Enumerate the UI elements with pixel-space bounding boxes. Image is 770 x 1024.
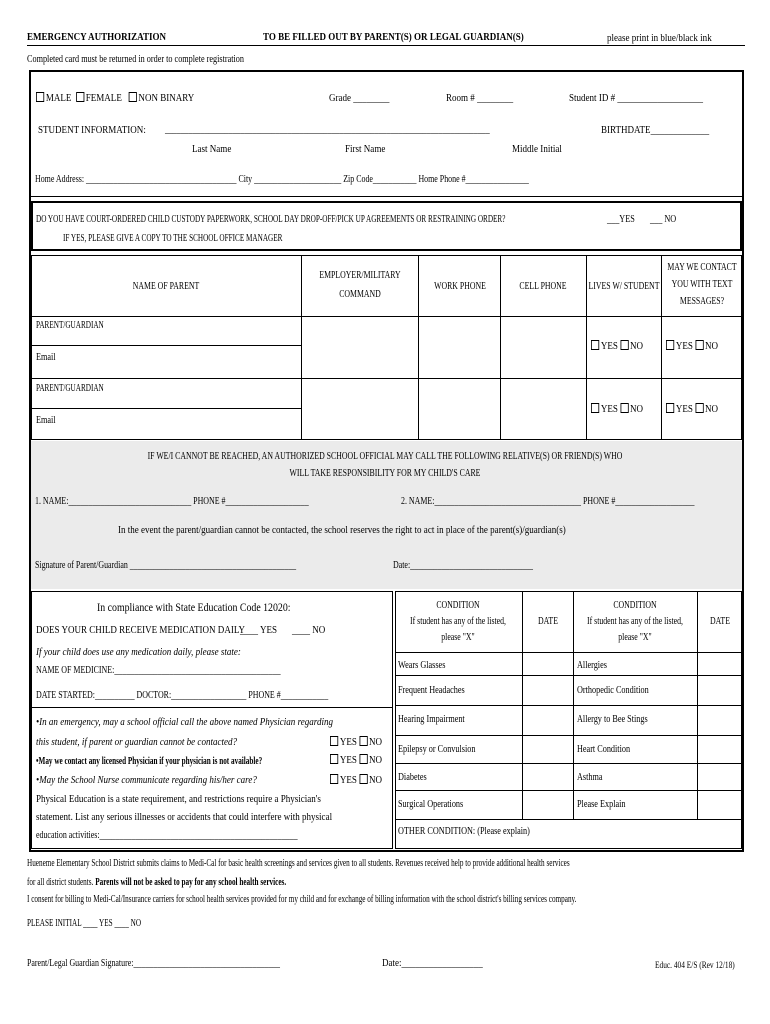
medication-yes[interactable]: ____ YES xyxy=(240,624,278,636)
medicine-name-field[interactable]: NAME OF MEDICINE:__________________________________________ xyxy=(36,664,281,676)
condition-subheader-2: please "X" xyxy=(441,632,475,643)
condition-header: CONDITION xyxy=(436,600,480,611)
medication-heading: In compliance with State Education Code 12020: xyxy=(97,600,291,614)
nonbinary-checkbox[interactable] xyxy=(129,92,137,102)
home-address-field[interactable]: Home Address: ______________________________________ City ______________________ Zip Code___________ Home Phone #________________ xyxy=(35,173,529,185)
emergency-heading: IF WE/I CANNOT BE REACHED, AN AUTHORIZED SCHOOL OFFICIAL MAY CALL THE FOLLOWING RELATIVE(S) OR FRIEND(S) WHO xyxy=(147,451,623,462)
signature-date-field[interactable]: Date:__________________ xyxy=(382,957,483,969)
male-label: MALE xyxy=(45,92,72,104)
first-name-label: First Name xyxy=(345,143,386,155)
physician-question-2: •May we contact any licensed Physician if your physician is not available? xyxy=(36,756,263,767)
ink-note: please print in blue/black ink xyxy=(607,32,712,44)
female-label: FEMALE xyxy=(85,92,122,104)
physician-q1-options[interactable]: YES NO xyxy=(330,736,382,748)
divider xyxy=(31,196,744,197)
header-text-contact-3: MESSAGES? xyxy=(679,296,725,307)
doctor-field[interactable]: DATE STARTED:__________ DOCTOR:___________________ PHONE #____________ xyxy=(36,689,329,701)
emergency-date[interactable]: Date:_______________________________ xyxy=(393,559,533,571)
guardian-signature-field[interactable]: Parent/Legal Guardian Signature:_____________________________________ xyxy=(27,957,280,969)
custody-no[interactable]: ___ NO xyxy=(650,214,677,225)
condition-item: Please Explain xyxy=(577,799,626,810)
form-subtitle: TO BE FILLED OUT BY PARENT(S) OR LEGAL GUARDIAN(S) xyxy=(263,31,524,43)
header-lives-with: LIVES W/ STUDENT xyxy=(588,281,660,292)
room-field[interactable]: Room # ________ xyxy=(446,92,514,104)
emergency-heading-2: WILL TAKE RESPONSIBILITY FOR MY CHILD'S CARE xyxy=(289,468,481,479)
custody-question: DO YOU HAVE COURT-ORDERED CHILD CUSTODY PAPERWORK, SCHOOL DAY DROP-OFF/PICK UP AGREEMENTS OR RESTRAINING ORDER? xyxy=(36,214,506,225)
physician-question-1b: this student, if parent or guardian cannot be contacted? xyxy=(36,736,238,748)
header-employer: EMPLOYER/MILITARY xyxy=(319,270,401,281)
date-header-right: DATE xyxy=(710,616,730,627)
header-employer-2: COMMAND xyxy=(339,289,381,300)
date-header: DATE xyxy=(538,616,558,627)
gender-options xyxy=(36,92,194,104)
condition-item: Wears Glasses xyxy=(398,660,446,671)
medication-instruction: If your child does use any medication daily, please state: xyxy=(36,646,241,658)
medication-question: DOES YOUR CHILD RECEIVE MEDICATION DAILY xyxy=(36,624,245,636)
condition-item: Orthopedic Condition xyxy=(577,685,649,696)
parent-1-label: PARENT/GUARDIAN xyxy=(36,320,104,331)
header-name: NAME OF PARENT xyxy=(132,281,200,292)
other-condition-field[interactable]: OTHER CONDITION: (Please explain) xyxy=(398,826,530,837)
initial-field[interactable]: PLEASE INITIAL ____ YES ____ NO xyxy=(27,918,142,929)
parent-1-text-ok[interactable]: YES NO xyxy=(666,340,718,352)
emergency-notice: In the event the parent/guardian cannot be contacted, the school reserves the right to act in place of the parent(s)/guardian(s) xyxy=(118,524,566,536)
return-note: Completed card must be returned in order to complete registration xyxy=(27,54,245,65)
condition-item: Allergy to Bee Stings xyxy=(577,714,648,725)
condition-subheader-right-2: please "X" xyxy=(618,632,652,643)
billing-notice-2: for all district students. Parents will not be asked to pay for any school health services. xyxy=(27,877,287,888)
condition-item: Allergies xyxy=(577,660,607,671)
condition-item: Epilepsy or Convulsion xyxy=(398,744,476,755)
nurse-q-options[interactable]: YES NO xyxy=(330,774,382,786)
pe-activities-field[interactable]: education activities:__________________________________________________ xyxy=(36,829,298,841)
parent-2-lives-with[interactable]: YES NO xyxy=(591,403,643,415)
form-code: Educ. 404 E/S (Rev 12/18) xyxy=(655,960,735,970)
pe-statement: Physical Education is a state requirement, and restrictions require a Physician's xyxy=(36,793,321,805)
last-name-label: Last Name xyxy=(192,143,232,155)
male-checkbox[interactable] xyxy=(36,92,44,102)
grade-field[interactable]: Grade ________ xyxy=(329,92,390,104)
billing-consent: I consent for billing to Medi-Cal/Insurance carriers for school health services provided for my child and for exchange of billing information with the school district's billing services company. xyxy=(27,894,577,905)
condition-item: Hearing Impairment xyxy=(398,714,465,725)
student-info-label: STUDENT INFORMATION: xyxy=(38,124,146,136)
parent-2-email: Email xyxy=(36,415,56,426)
parent-2-text-ok[interactable]: YES NO xyxy=(666,403,718,415)
physician-question-1: •In an emergency, may a school official call the above named Physician regarding xyxy=(36,716,333,728)
parent-1-email: Email xyxy=(36,352,56,363)
condition-subheader: If student has any of the listed, xyxy=(410,616,506,627)
medication-no[interactable]: ____ NO xyxy=(292,624,326,636)
student-id-field[interactable]: Student ID # ___________________ xyxy=(569,92,704,104)
custody-instruction: IF YES, PLEASE GIVE A COPY TO THE SCHOOL OFFICE MANAGER xyxy=(63,233,283,244)
nurse-question: •May the School Nurse communicate regarding his/her care? xyxy=(36,774,257,786)
emergency-signature[interactable]: Signature of Parent/Guardian __________________________________________ xyxy=(35,559,297,571)
birthdate-field[interactable]: BIRTHDATE_____________ xyxy=(601,124,710,136)
parent-2-label: PARENT/GUARDIAN xyxy=(36,383,104,394)
billing-notice: Hueneme Elementary School District submits claims to Medi-Cal for basic health screenings and services given to all students. Revenues received help to provide additional health services xyxy=(27,858,570,869)
pe-statement-2: statement. List any serious illnesses or accidents that could interfere with physical xyxy=(36,811,333,823)
nonbinary-label: NON BINARY xyxy=(138,92,195,104)
condition-item: Asthma xyxy=(577,772,603,783)
female-checkbox[interactable] xyxy=(76,92,84,102)
header-text-contact-2: YOU WITH TEXT xyxy=(671,279,733,290)
header-text-contact: MAY WE CONTACT xyxy=(667,262,737,273)
condition-item: Heart Condition xyxy=(577,744,631,755)
condition-header-right: CONDITION xyxy=(613,600,657,611)
emergency-contact-2[interactable]: 2. NAME:_____________________________________ PHONE #____________________ xyxy=(401,495,695,507)
condition-item: Surgical Operations xyxy=(398,799,464,810)
physician-q2-options[interactable]: YES NO xyxy=(330,754,382,766)
header-rule xyxy=(27,45,745,46)
student-name-field[interactable]: __________________________________________________________________________________ xyxy=(165,123,490,135)
condition-item: Diabetes xyxy=(398,772,427,783)
condition-item: Frequent Headaches xyxy=(398,685,465,696)
parent-1-lives-with[interactable]: YES NO xyxy=(591,340,643,352)
emergency-contact-1[interactable]: 1. NAME:_______________________________ PHONE #_____________________ xyxy=(35,495,309,507)
custody-yes[interactable]: ___YES xyxy=(607,214,635,225)
middle-initial-label: Middle Initial xyxy=(512,143,562,155)
header-work-phone: WORK PHONE xyxy=(434,281,486,292)
condition-subheader-right: If student has any of the listed, xyxy=(587,616,683,627)
header-cell-phone: CELL PHONE xyxy=(519,281,567,292)
form-title: EMERGENCY AUTHORIZATION xyxy=(27,31,167,43)
